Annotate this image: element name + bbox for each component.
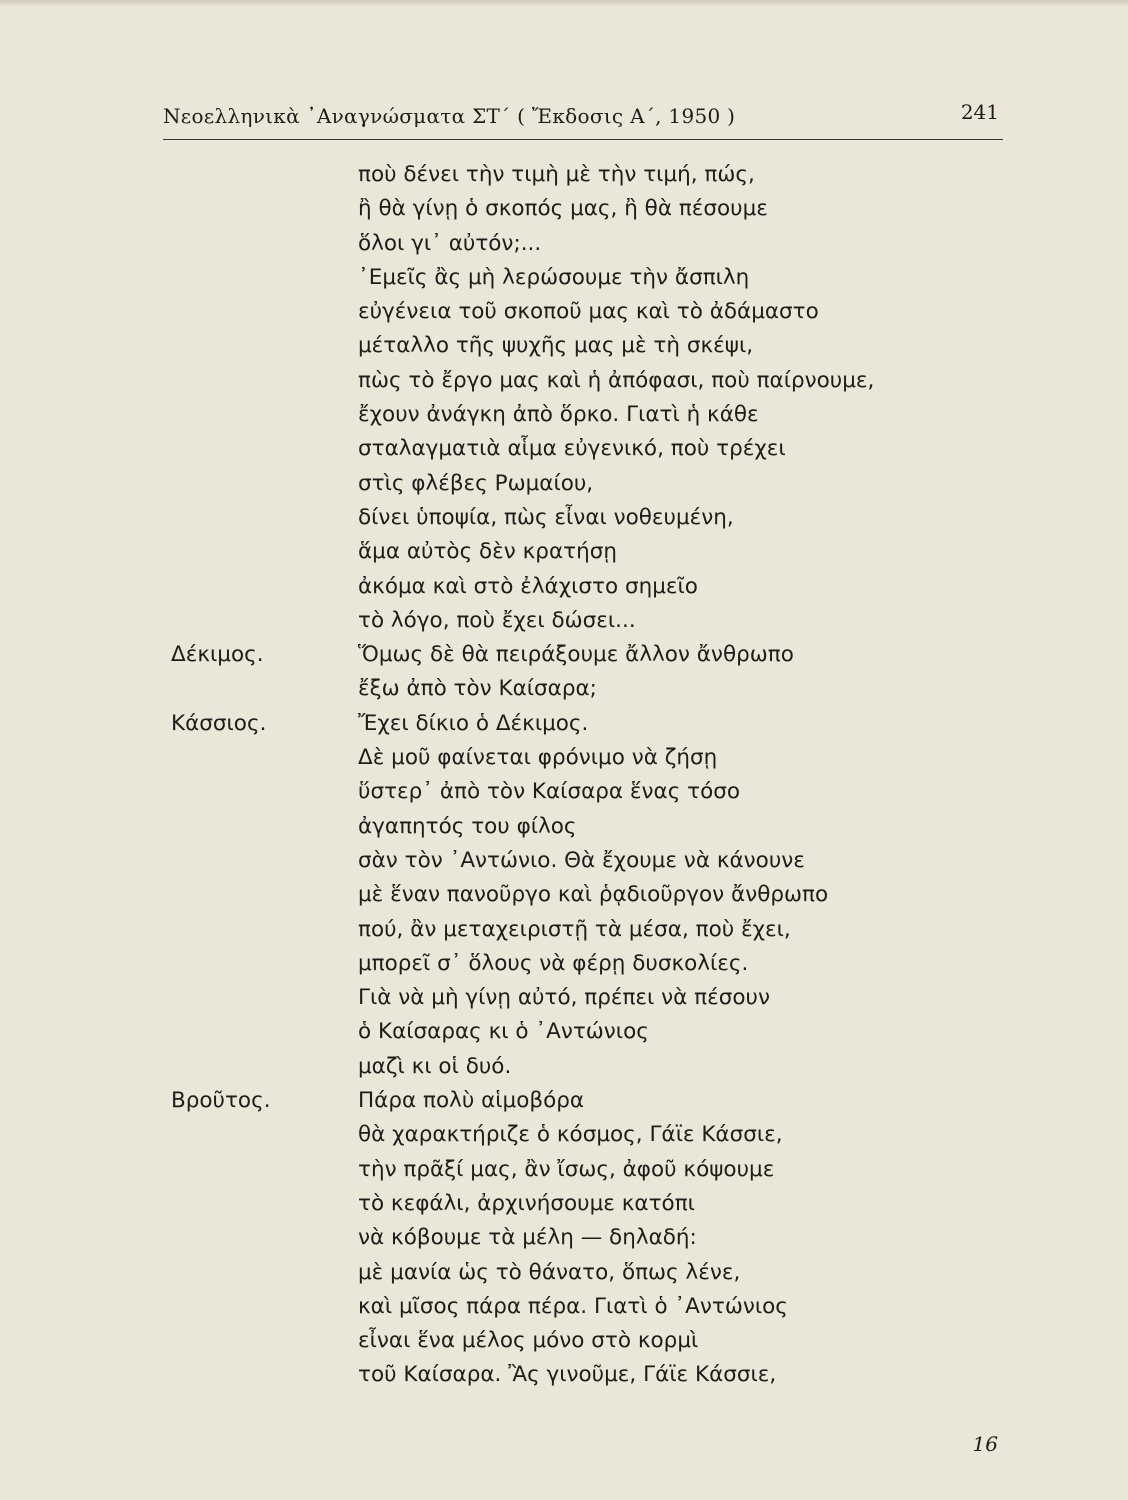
verse-line [163,1187,1003,1221]
verse-line [163,1324,1003,1358]
verse-line [163,1118,1003,1152]
verse-line-text: μαζὶ κι οἱ δυό. [358,1053,512,1079]
verse-line-text: τὴν πρᾶξί μας, ἂν ἴσως, ἀφοῦ κόψουμε [358,1156,775,1182]
verse-line-text: μὲ ἕναν πανοῦργο καὶ ῥᾳδιοῦργον ἄνθρωπο [358,882,829,908]
speaker-name: Δέκιμος. [171,642,264,668]
verse-line-text: Ἔχει δίκιο ὁ Δέκιμος. [358,710,589,736]
verse-line-text: μπορεῖ σ᾽ ὅλους νὰ φέρῃ δυσκολίες. [358,950,749,976]
verse-line [163,672,1003,706]
verse-line-text: θὰ χαρακτήριζε ὁ κόσμος, Γάϊε Κάσσιε, [358,1122,783,1148]
verse-line [163,432,1003,466]
verse-line [163,261,1003,295]
page-top-edge [0,0,1128,6]
verse-line [163,707,1003,741]
verse-line [163,947,1003,981]
verse-line-text: νὰ κόβουμε τὰ μέλη — δηλαδή: [358,1225,697,1251]
verse-line-text: μέταλλο τῆς ψυχῆς μας μὲ τὴ σκέψι, [358,333,754,359]
speaker-name: Βροῦτος. [171,1088,271,1114]
verse-line-text: πὼς τὸ ἔργο μας καὶ ἡ ἀπόφασι, ποὺ παίρνουμε, [358,367,875,393]
verse-line [163,913,1003,947]
verse-line-text: τὸ λόγο, ποὺ ἔχει δώσει... [358,607,636,633]
verse-line-text: στὶς φλέβες Ρωμαίου, [358,470,594,496]
verse-line-text: εἶναι ἕνα μέλος μόνο στὸ κορμὶ [358,1328,699,1354]
verse-line-text: ἔξω ἀπὸ τὸν Καίσαρα; [358,676,597,702]
verse-line-text: πού, ἂν μεταχειριστῇ τὰ μέσα, ποὺ ἔχει, [358,916,791,942]
verse-line-text: ὕστερ᾽ ἀπὸ τὸν Καίσαρα ἕνας τόσο [358,779,741,805]
verse-line [163,398,1003,432]
verse-line-text: εὐγένεια τοῦ σκοποῦ μας καὶ τὸ ἀδάμαστο [358,299,819,325]
verse-line [163,1221,1003,1255]
verse-line [163,1015,1003,1049]
verse-line [163,535,1003,569]
verse-line [163,604,1003,638]
verse-line-text: μὲ μανία ὡς τὸ θάνατο, ὅπως λένε, [358,1259,741,1285]
verse-line [163,1153,1003,1187]
verse-line-text: Ὅμως δὲ θὰ πειράξουμε ἄλλον ἄνθρωπο [358,642,794,668]
verse-line [163,227,1003,261]
page-number: 241 [960,100,999,124]
verse-line [163,638,1003,672]
verse-line-text: τὸ κεφάλι, ἀρχινήσουμε κατόπι [358,1190,695,1216]
verse-line [163,158,1003,192]
speaker-name: Κάσσιος. [171,710,267,736]
verse-line [163,844,1003,878]
verse-line [163,1290,1003,1324]
verse-line [163,1050,1003,1084]
verse-line-text: Δὲ μοῦ φαίνεται φρόνιμο νὰ ζήσῃ [358,745,718,771]
verse-line [163,810,1003,844]
header-rule [163,139,1003,140]
verse-line [163,329,1003,363]
verse-line-text: σταλαγματιὰ αἷμα εὐγενικό, ποὺ τρέχει [358,436,786,462]
verse-line-text: ᾿Εμεῖς ἂς μὴ λερώσουμε τὴν ἄσπιλη [358,264,750,290]
verse-line [163,364,1003,398]
verse-line-text: ποὺ δένει τὴν τιμὴ μὲ τὴν τιμή, πώς, [358,162,755,187]
verse-line-text: καὶ μῖσος πάρα πέρα. Γιατὶ ὁ ᾿Αντώνιος [358,1293,788,1319]
verse-line-text: τοῦ Καίσαρα. Ἂς γινοῦμε, Γάϊε Κάσσιε, [358,1362,777,1388]
verse-line [163,501,1003,535]
verse-line-text: Γιὰ νὰ μὴ γίνῃ αὐτό, πρέπει νὰ πέσουν [358,985,770,1011]
verse-line [163,570,1003,604]
verse-line [163,467,1003,501]
verse-line [163,981,1003,1015]
verse-line [163,192,1003,226]
verse-line [163,295,1003,329]
verse-text [163,158,1003,1393]
verse-line-text: ἅμα αὐτὸς δὲν κρατήσῃ [358,539,617,565]
verse-line-text: δίνει ὑποψία, πὼς εἶναι νοθευμένη, [358,504,734,530]
header-title: Νεοελληνικὰ ᾿Αναγνώσματα ΣΤ΄ ( Ἔκδοσις Α΄, 1950 ) [163,104,736,128]
verse-line-text: ἢ θὰ γίνῃ ὁ σκοπός μας, ἢ θὰ πέσουμε [358,196,768,222]
signature-mark: 16 [972,1432,998,1456]
verse-line-text: ὁ Καίσαρας κι ὁ ᾿Αντώνιος [358,1019,649,1045]
verse-line [163,1084,1003,1118]
verse-line [163,878,1003,912]
verse-line [163,775,1003,809]
verse-line-text: Πάρα πολὺ αἱμοβόρα [358,1088,585,1114]
verse-line [163,1256,1003,1290]
verse-line-text: ὅλοι γι᾽ αὐτόν;... [358,230,542,256]
verse-line-text: σὰν τὸν ᾿Αντώνιο. Θὰ ἔχουμε νὰ κάνουνε [358,847,805,873]
verse-line-text: ἔχουν ἀνάγκη ἀπὸ ὅρκο. Γιατὶ ἡ κάθε [358,402,759,428]
running-header [163,100,1003,140]
verse-line [163,1358,1003,1392]
verse-line [163,741,1003,775]
verse-line-text: ἀκόμα καὶ στὸ ἐλάχιστο σημεῖο [358,573,698,599]
verse-line-text: ἀγαπητός του φίλος [358,813,577,839]
